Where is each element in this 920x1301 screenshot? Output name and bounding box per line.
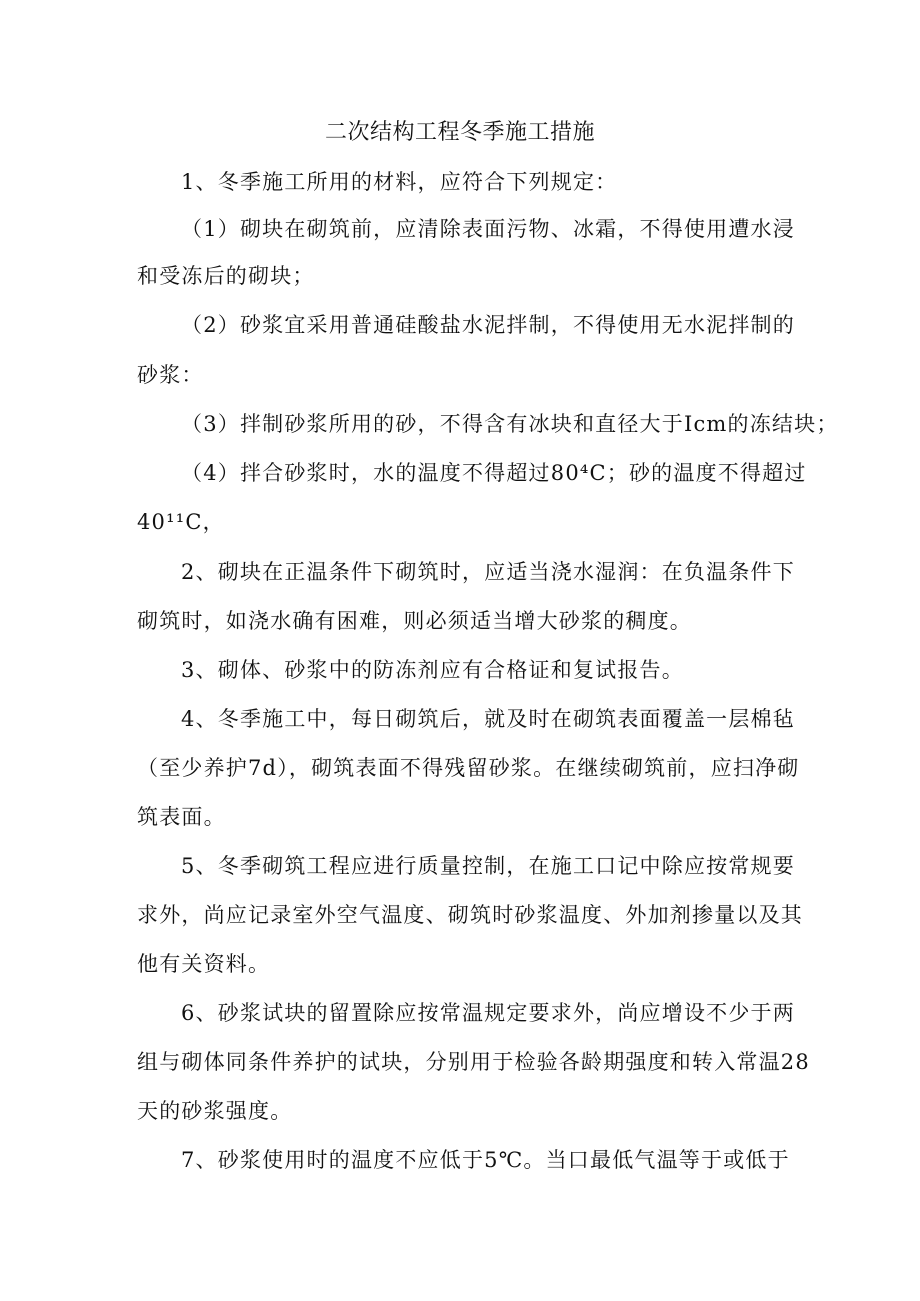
- paragraph-line: 1、冬季施工所用的材料，应符合下列规定：: [181, 170, 618, 194]
- paragraph-line: 4、冬季施工中，每日砌筑后，就及时在砌筑表面覆盖一层棉毡: [181, 707, 795, 731]
- paragraph-line: 组与砌体同条件养护的试块，分别用于检验各龄期强度和转入常温28: [137, 1050, 810, 1074]
- paragraph-line: 3、砌体、砂浆中的防冻剂应有合格证和复试报告。: [181, 658, 684, 682]
- paragraph-line: 7、砂浆使用时的温度不应低于5℃。当口最低气温等于或低于: [181, 1148, 790, 1172]
- paragraph-line: 6、砂浆试块的留置除应按常温规定要求外，尚应增设不少于两: [181, 1001, 795, 1025]
- paragraph-line: 和受冻后的砌块；: [137, 264, 315, 288]
- paragraph-line: （4）拌合砂浆时，水的温度不得超过80⁴C；砂的温度不得超过: [181, 461, 807, 485]
- paragraph-line: 他有关资料。: [137, 952, 271, 976]
- paragraph-line: 砂浆：: [137, 363, 204, 387]
- paragraph-line: 5、冬季砌筑工程应进行质量控制，在施工口记中除应按常规要: [181, 854, 795, 878]
- paragraph-line: 天的砂浆强度。: [137, 1099, 293, 1123]
- paragraph-line: 40¹¹C，: [137, 510, 225, 534]
- paragraph-line: （3）拌制砂浆所用的砂，不得含有冰块和直径大于Icm的冻结块；: [181, 412, 839, 436]
- document-title: 二次结构工程冬季施工措施: [324, 120, 595, 145]
- paragraph-line: 砌筑时，如浇水确有困难，则必须适当增大砂浆的稠度。: [137, 609, 692, 633]
- paragraph-line: （至少养护7d），砌筑表面不得残留砂浆。在继续砌筑前，应扫净砌: [137, 756, 800, 780]
- paragraph-line: 筑表面。: [137, 805, 226, 829]
- paragraph-line: （1）砌块在砌筑前，应清除表面污物、冰霜，不得使用遭水浸: [181, 217, 795, 241]
- paragraph-line: 求外，尚应记录室外空气温度、砌筑时砂浆温度、外加剂掺量以及其: [137, 903, 803, 927]
- paragraph-line: 2、砌块在正温条件下砌筑时，应适当浇水湿润：在负温条件下: [181, 560, 795, 584]
- paragraph-line: （2）砂浆宜采用普通硅酸盐水泥拌制，不得使用无水泥拌制的: [181, 313, 795, 337]
